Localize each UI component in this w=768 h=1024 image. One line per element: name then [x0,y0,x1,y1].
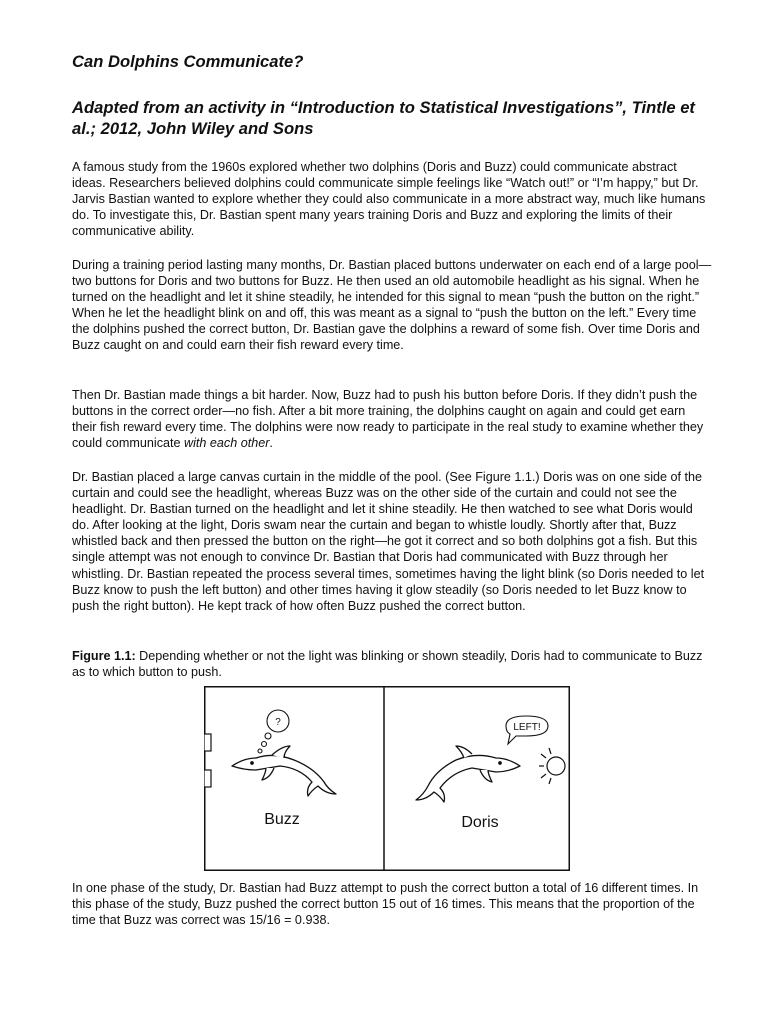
page-title: Can Dolphins Communicate? [72,52,304,71]
paragraph-2: During a training period lasting many months, Dr. Bastian placed buttons underwater on each end of a large pool—two buttons for Doris and two buttons for Buzz. He then used an old automobile headlight as his signal. When he turned on the headlight and let it shine steadily, he intended for this signal to mean “push the button on the right.” When he let the headlight blink on and off, this was meant as a signal to “push the button on the left.” Every time the dolphins pushed the correct button, Dr. Bastian gave the dolphins a reward of some fish. Over time Doris and Buzz caught on and could earn their fish reward every time. [72,258,712,353]
figure-caption-text: Depending whether or not the light was blinking or shown steadily, Doris had to communicate to Buzz as to which button to push. [72,649,703,680]
buzz-button-top [204,734,211,751]
buzz-button-bottom [204,770,211,787]
buzz-thought-text: ? [275,717,281,728]
paragraph-3-emphasis: with each other [184,436,270,451]
page-subtitle: Adapted from an activity in “Introduction to Statistical Investigations”, Tintle et al.; 2012, John Wiley and Sons [72,98,695,138]
figure-caption [72,648,712,680]
paragraph-4: Dr. Bastian placed a large canvas curtain in the middle of the pool. (See Figure 1.1.) Doris was on one side of the curtain and could see the headlight, whereas Buzz was on the other side of the curtain and could not see the headlight. Dr. Bastian turned on the headlight and let it shine steadily. He then watched to see what Doris would do. After looking at the light, Doris swam near the curtain and began to whistle loudly. Shortly after that, Buzz whistled back and then pressed the button on the right—he got it correct and so both dolphins got a fish. But this single attempt was not enough to convince Dr. Bastian that Doris had communicated with Buzz through her whistling. Dr. Bastian repeated the process several times, sometimes having the light blink (so Doris needed to let Buzz know to push the left button) and other times having it glow steadily (so Doris needed to let Buzz know to push the right button). He kept track of how often Buzz pushed the correct button. [72,470,705,613]
buzz-label: Buzz [264,811,300,828]
paragraph-1: A famous study from the 1960s explored whether two dolphins (Doris and Buzz) could communicate abstract ideas. Researchers believed dolphins could communicate simple feelings like “Watch out!” or “I’m happy,” but Dr. Jarvis Bastian wanted to explore whether they could also communicate in a more abstract way, much like humans do. To investigate this, Dr. Bastian spent many years training Doris and Buzz and exploring the limits of their communicative ability. [72,160,706,239]
doris-speech-text: LEFT! [513,722,541,733]
pool-diagram-svg [204,686,570,871]
figure-caption-label: Figure 1.1: [72,649,136,663]
pool-outline [205,687,570,871]
paragraph-3-text: Then Dr. Bastian made things a bit harder. Now, Buzz had to push his button before Doris. If they didn’t push the buttons in the correct order—no fish. After a bit more training, the dolphins caught on again and could get earn their fish reward every time. The dolphins were now ready to participate in the real study to examine whether they could communicate [72,388,704,451]
paragraph-3 [72,387,712,451]
doris-label: Doris [461,814,499,831]
paragraph-3-end: . [269,436,273,451]
figure-pool-diagram [204,686,570,871]
paragraph-5: In one phase of the study, Dr. Bastian had Buzz attempt to push the correct button a total of 16 different times. In this phase of the study, Buzz pushed the correct button 15 out of 16 times. This means that the proportion of the time that Buzz was correct was 15/16 = 0.938. [72,881,699,928]
